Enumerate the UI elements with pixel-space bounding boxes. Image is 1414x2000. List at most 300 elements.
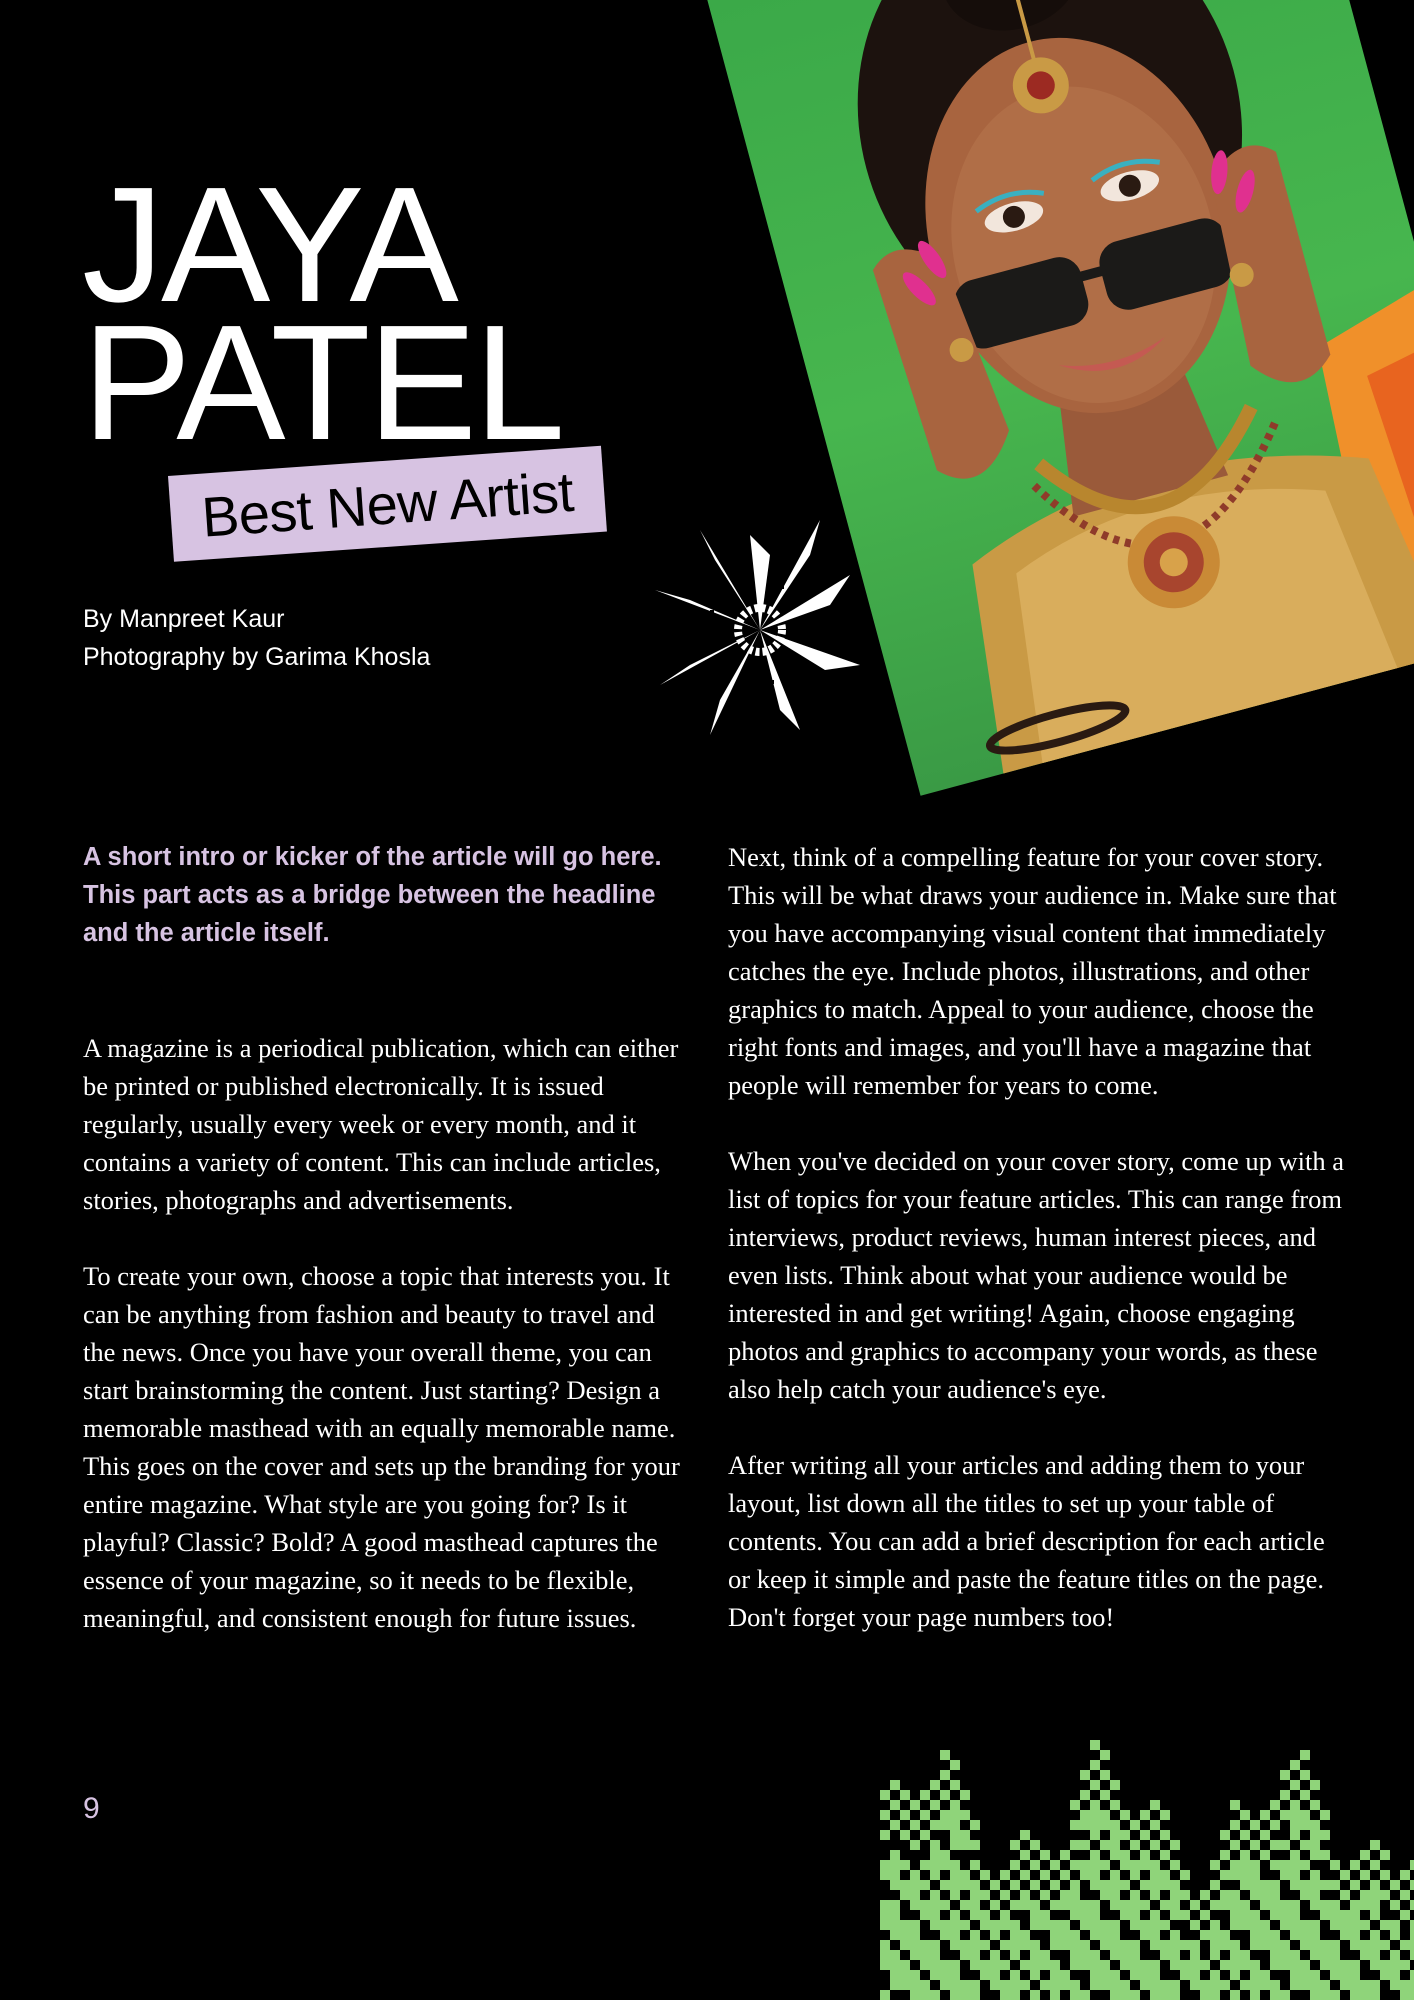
kicker: A short intro or kicker of the article will go here. This part acts as a bridge between the headline and the article itself. xyxy=(83,843,662,947)
pixel xyxy=(1210,1930,1220,1940)
pixel xyxy=(1110,1920,1120,1930)
pixel xyxy=(1300,1960,1310,1970)
pixel xyxy=(940,1850,950,1860)
pixel xyxy=(1150,1820,1160,1830)
pixel xyxy=(1340,1890,1350,1900)
pixel xyxy=(1070,1910,1080,1920)
pixel xyxy=(1310,1950,1320,1960)
pixel xyxy=(1100,1770,1110,1780)
pixel xyxy=(1300,1750,1310,1760)
pixel xyxy=(1310,1880,1320,1890)
pixel xyxy=(900,1960,910,1970)
pixel xyxy=(1230,1910,1240,1920)
pixel xyxy=(1080,1910,1090,1920)
pixel xyxy=(1090,1930,1100,1940)
pixel xyxy=(1300,1920,1310,1930)
pixel xyxy=(1240,1900,1250,1910)
pixel xyxy=(1140,1850,1150,1860)
pixel xyxy=(1000,1890,1010,1900)
pixel xyxy=(1410,1980,1414,1990)
pixel xyxy=(1090,1740,1100,1750)
pixel xyxy=(890,1860,900,1870)
pixel xyxy=(1320,1910,1330,1920)
pixel xyxy=(1300,1840,1310,1850)
pixel xyxy=(1250,1960,1260,1970)
pixel xyxy=(960,1870,970,1880)
pixel xyxy=(1410,1990,1414,2000)
pixel xyxy=(910,1940,920,1950)
pixel xyxy=(950,1970,960,1980)
pixel xyxy=(1230,1870,1240,1880)
pixel xyxy=(940,1920,950,1930)
pixel xyxy=(1160,1850,1170,1860)
pixel xyxy=(1410,1900,1414,1910)
pixel xyxy=(1110,1970,1120,1980)
pixel xyxy=(1110,1890,1120,1900)
pixel xyxy=(1300,1860,1310,1870)
pixel xyxy=(1290,1860,1300,1870)
pixel xyxy=(950,1930,960,1940)
pixel xyxy=(1360,1900,1370,1910)
page-number: 9 xyxy=(83,1792,100,1825)
pixel xyxy=(950,1880,960,1890)
pixel xyxy=(1160,1880,1170,1890)
pixel xyxy=(1150,1840,1160,1850)
pixel xyxy=(1360,1980,1370,1990)
pixel xyxy=(880,1900,890,1910)
pixel xyxy=(1250,1990,1260,2000)
pixel xyxy=(1290,1810,1300,1820)
pixel xyxy=(1100,1860,1110,1870)
pixel xyxy=(1130,1890,1140,1900)
pixel xyxy=(1130,1860,1140,1870)
pixel xyxy=(970,1860,980,1870)
pixel xyxy=(1330,1970,1340,1980)
pixel xyxy=(1370,1860,1380,1870)
pixel xyxy=(1020,1870,1030,1880)
pixel xyxy=(1060,1980,1070,1990)
pixel xyxy=(930,1820,940,1830)
pixel xyxy=(1160,1940,1170,1950)
pixel xyxy=(1230,1890,1240,1900)
pixel xyxy=(1200,1910,1210,1920)
pixel xyxy=(1210,1900,1220,1910)
pixel xyxy=(900,1930,910,1940)
pixel xyxy=(1410,1880,1414,1890)
pixel xyxy=(1090,1780,1100,1790)
pixel xyxy=(1270,1820,1280,1830)
pixel xyxy=(1070,1960,1080,1970)
pixel xyxy=(1050,1980,1060,1990)
pixel xyxy=(1160,1990,1170,2000)
pixel xyxy=(1060,1890,1070,1900)
pixel xyxy=(930,1970,940,1980)
pixel xyxy=(1100,1920,1110,1930)
pixel xyxy=(1070,1820,1080,1830)
pixel xyxy=(950,1800,960,1810)
pixel xyxy=(1170,1840,1180,1850)
pixel xyxy=(1100,1940,1110,1950)
pixel xyxy=(1030,1880,1040,1890)
pixel xyxy=(1070,1990,1080,2000)
pixel xyxy=(900,1890,910,1900)
pixel xyxy=(1090,1760,1100,1770)
pixel xyxy=(1010,1940,1020,1950)
pixel xyxy=(890,1950,900,1960)
pixel xyxy=(1000,1940,1010,1950)
pixel xyxy=(1050,1940,1060,1950)
pixel xyxy=(1320,1900,1330,1910)
pixel xyxy=(960,1830,970,1840)
pixel xyxy=(900,1940,910,1950)
pixel xyxy=(930,1870,940,1880)
pixel xyxy=(1300,1980,1310,1990)
pixel xyxy=(880,1910,890,1920)
pixel xyxy=(1410,1860,1414,1870)
pixel xyxy=(1120,1830,1130,1840)
pixel xyxy=(900,1830,910,1840)
pixel xyxy=(1100,1970,1110,1980)
sparkle-graphic xyxy=(650,515,870,745)
pixel xyxy=(1290,1780,1300,1790)
pixel xyxy=(1340,1920,1350,1930)
pixel xyxy=(910,1920,920,1930)
pixel xyxy=(1370,1990,1380,2000)
pixel xyxy=(960,1880,970,1890)
pixel xyxy=(950,1860,960,1870)
pixel xyxy=(910,1840,920,1850)
pixel xyxy=(1310,1980,1320,1990)
pixel xyxy=(1330,1940,1340,1950)
pixel xyxy=(1370,1980,1380,1990)
pixel xyxy=(1010,1900,1020,1910)
pixel xyxy=(1340,1970,1350,1980)
pixel xyxy=(1360,1990,1370,2000)
pixel xyxy=(920,1980,930,1990)
pixel xyxy=(1120,1810,1130,1820)
pixel xyxy=(1260,1980,1270,1990)
pixel xyxy=(1170,1990,1180,2000)
pixel xyxy=(1370,1890,1380,1900)
pixel xyxy=(950,1840,960,1850)
pixel xyxy=(1130,1840,1140,1850)
pixel xyxy=(1140,1900,1150,1910)
pixel xyxy=(1010,1930,1020,1940)
pixel xyxy=(930,1800,940,1810)
pixel xyxy=(970,1990,980,2000)
pixel xyxy=(1310,1930,1320,1940)
pixel xyxy=(1100,1840,1110,1850)
pixel xyxy=(1100,1930,1110,1940)
pixel xyxy=(1120,1960,1130,1970)
pixel xyxy=(1180,1970,1190,1980)
pixel xyxy=(1110,1940,1120,1950)
pixel xyxy=(1220,1940,1230,1950)
pixel xyxy=(1110,1850,1120,1860)
pixel xyxy=(1190,1950,1200,1960)
pixel xyxy=(1230,1960,1240,1970)
pixel xyxy=(1170,1860,1180,1870)
pixel xyxy=(880,1810,890,1820)
pixel xyxy=(910,1800,920,1810)
pixel xyxy=(920,1940,930,1950)
pixel xyxy=(980,1970,990,1980)
pixel xyxy=(1240,1860,1250,1870)
pixel xyxy=(940,1860,950,1870)
pixel xyxy=(1320,1880,1330,1890)
pixel xyxy=(1380,1890,1390,1900)
pixel xyxy=(1310,1890,1320,1900)
pixel xyxy=(1400,1990,1410,2000)
pixel xyxy=(940,1810,950,1820)
pixel xyxy=(990,1920,1000,1930)
pixel xyxy=(1210,1990,1220,2000)
pixel xyxy=(1210,1860,1220,1870)
pixel xyxy=(1200,1960,1210,1970)
pixel xyxy=(1050,1930,1060,1940)
pixel xyxy=(1340,1960,1350,1970)
pixel xyxy=(970,1980,980,1990)
pixel xyxy=(1350,1860,1360,1870)
pixel xyxy=(940,1970,950,1980)
pixel xyxy=(1130,1990,1140,2000)
pixel xyxy=(1110,1830,1120,1840)
pixel xyxy=(1020,1940,1030,1950)
pixel xyxy=(1070,1800,1080,1810)
pixel xyxy=(970,1900,980,1910)
pixel xyxy=(1360,1850,1370,1860)
pixel xyxy=(930,1780,940,1790)
pixel xyxy=(1260,1880,1270,1890)
pixel xyxy=(1230,1920,1240,1930)
pixel xyxy=(1090,1870,1100,1880)
pixel xyxy=(1270,1840,1280,1850)
body-paragraph: After writing all your articles and adding them to your layout, list down all the titles to set up your table of contents. You can add a brief description for each article or keep it simple and paste the feature titles on the page. Don't forget your page numbers too! xyxy=(728,1450,1325,1632)
pixel xyxy=(900,1790,910,1800)
pixel xyxy=(1020,1900,1030,1910)
pixel xyxy=(1180,1870,1190,1880)
pixel xyxy=(1270,1940,1280,1950)
pixel xyxy=(1310,1780,1320,1790)
pixel xyxy=(1140,1960,1150,1970)
pixel xyxy=(1250,1870,1260,1880)
pixel xyxy=(1220,1930,1230,1940)
pixel xyxy=(1250,1890,1260,1900)
pixel xyxy=(930,1940,940,1950)
pixel xyxy=(1150,1960,1160,1970)
pixel xyxy=(1330,1910,1340,1920)
pixel xyxy=(880,1920,890,1930)
pixel xyxy=(1190,1940,1200,1950)
pixel xyxy=(1230,1970,1240,1980)
pixel xyxy=(910,1970,920,1980)
pixel xyxy=(940,1750,950,1760)
pixel xyxy=(1250,1940,1260,1950)
pixel xyxy=(1380,1920,1390,1930)
pixel xyxy=(920,1810,930,1820)
pixel xyxy=(1210,1940,1220,1950)
pixel xyxy=(1350,1970,1360,1980)
pixel xyxy=(1320,1830,1330,1840)
pixel xyxy=(1190,1920,1200,1930)
pixel xyxy=(1250,1920,1260,1930)
pixel xyxy=(1360,1940,1370,1950)
pixel xyxy=(970,1890,980,1900)
photo-credit: Photography by Garima Khosla xyxy=(83,643,431,671)
pixel xyxy=(1040,1890,1050,1900)
pixel xyxy=(930,1890,940,1900)
pixel xyxy=(1100,1810,1110,1820)
pixel xyxy=(1130,1970,1140,1980)
pixel xyxy=(1130,1900,1140,1910)
pixel xyxy=(1400,1960,1410,1970)
pixel xyxy=(1260,1970,1270,1980)
pixel xyxy=(1310,1830,1320,1840)
pixel xyxy=(1010,1880,1020,1890)
pixel xyxy=(1310,1800,1320,1810)
pixel xyxy=(1020,1960,1030,1970)
pixel xyxy=(1180,1940,1190,1950)
pixel xyxy=(930,1920,940,1930)
award-tag-label: Best New Artist xyxy=(199,459,576,549)
pixel xyxy=(1040,1980,1050,1990)
pixel xyxy=(1400,1940,1410,1950)
pixel xyxy=(1070,1890,1080,1900)
pixel xyxy=(1220,1960,1230,1970)
pixel xyxy=(890,1980,900,1990)
pixel xyxy=(1110,1990,1120,2000)
pixel xyxy=(1220,1890,1230,1900)
pixel xyxy=(1320,1850,1330,1860)
pixel xyxy=(1370,1900,1380,1910)
pixel xyxy=(890,1880,900,1890)
pixel xyxy=(950,1920,960,1930)
pixel xyxy=(1100,1960,1110,1970)
pixel xyxy=(1160,1950,1170,1960)
pixel xyxy=(1120,1910,1130,1920)
pixel xyxy=(910,1890,920,1900)
pixel xyxy=(1370,1960,1380,1970)
pixel xyxy=(970,1880,980,1890)
pixel xyxy=(1100,1790,1110,1800)
pixel xyxy=(1130,1910,1140,1920)
pixel xyxy=(1090,1910,1100,1920)
pixel xyxy=(1310,1850,1320,1860)
pixel xyxy=(930,1960,940,1970)
pixel xyxy=(960,1980,970,1990)
pixel xyxy=(1050,1860,1060,1870)
pixel xyxy=(1090,1860,1100,1870)
pixel xyxy=(920,1790,930,1800)
pixel xyxy=(1260,1890,1270,1900)
pixel xyxy=(1110,1880,1120,1890)
pixel xyxy=(990,1880,1000,1890)
pixel xyxy=(970,1840,980,1850)
pixel xyxy=(1000,1980,1010,1990)
pixel xyxy=(1230,1900,1240,1910)
pixel xyxy=(1180,1890,1190,1900)
pixel xyxy=(1090,1850,1100,1860)
pixel xyxy=(1410,1920,1414,1930)
pixel xyxy=(1340,1910,1350,1920)
pixel xyxy=(1120,1880,1130,1890)
pixel xyxy=(1260,1920,1270,1930)
pixel xyxy=(1080,1870,1090,1880)
pixel xyxy=(1380,1940,1390,1950)
pixel xyxy=(1310,1900,1320,1910)
pixel xyxy=(1060,1970,1070,1980)
pixel xyxy=(1370,1930,1380,1940)
pixel xyxy=(1030,1900,1040,1910)
pixel xyxy=(1280,1810,1290,1820)
pixel xyxy=(960,1990,970,2000)
pixel xyxy=(1400,1870,1410,1880)
pixel xyxy=(1000,1920,1010,1930)
pixel xyxy=(910,1980,920,1990)
pixel xyxy=(1100,1880,1110,1890)
pixel xyxy=(1160,1830,1170,1840)
pixel xyxy=(1270,1990,1280,2000)
pixel xyxy=(880,1830,890,1840)
pixel xyxy=(1060,1940,1070,1950)
pixel xyxy=(890,1960,900,1970)
pixel xyxy=(1230,1940,1240,1950)
pixel xyxy=(940,1770,950,1780)
pixel xyxy=(1390,1880,1400,1890)
pixel xyxy=(1300,1970,1310,1980)
pixel xyxy=(1050,1960,1060,1970)
pixel xyxy=(1080,1820,1090,1830)
pixel xyxy=(1200,1930,1210,1940)
pixel xyxy=(950,1780,960,1790)
pixel xyxy=(970,1820,980,1830)
pixel xyxy=(920,1950,930,1960)
pixel xyxy=(1080,1860,1090,1870)
pixel xyxy=(1360,1890,1370,1900)
pixel xyxy=(1020,1890,1030,1900)
pixel xyxy=(1150,1990,1160,2000)
pixel xyxy=(1300,1770,1310,1780)
pixel xyxy=(1240,1870,1250,1880)
pixel xyxy=(1290,1950,1300,1960)
pixel xyxy=(1270,1910,1280,1920)
pixel xyxy=(950,1820,960,1830)
pixel xyxy=(1110,1950,1120,1960)
pixel xyxy=(880,1790,890,1800)
pixel xyxy=(1090,1800,1100,1810)
pixel xyxy=(1280,1770,1290,1780)
pixel xyxy=(1030,1990,1040,2000)
pixel xyxy=(920,1960,930,1970)
pixel xyxy=(1410,1970,1414,1980)
pixel xyxy=(1160,1870,1170,1880)
pixel xyxy=(1330,1960,1340,1970)
title-last-name: PATEL xyxy=(82,291,563,474)
pixel xyxy=(950,1830,960,1840)
pixel xyxy=(940,1820,950,1830)
pixel xyxy=(1130,1940,1140,1950)
pixel xyxy=(1360,1870,1370,1880)
credits xyxy=(83,600,430,676)
pixel xyxy=(1110,1800,1120,1810)
pixel xyxy=(1070,1900,1080,1910)
pixel xyxy=(1370,1940,1380,1950)
pixel xyxy=(1350,1960,1360,1970)
pixel xyxy=(1170,1930,1180,1940)
pixel xyxy=(1360,1950,1370,1960)
pixel xyxy=(1090,1880,1100,1890)
pixel xyxy=(1340,1930,1350,1940)
